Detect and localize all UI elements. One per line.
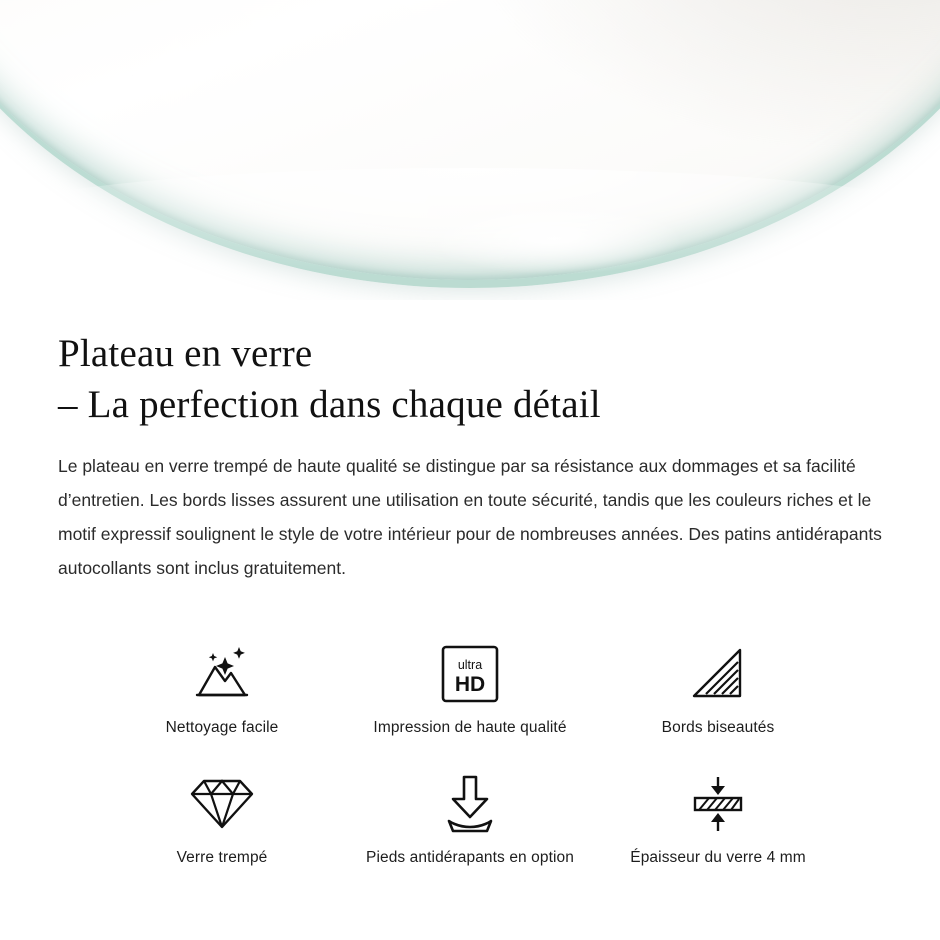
feature-label: Verre trempé xyxy=(176,849,268,867)
thickness-arrows-icon xyxy=(687,771,749,837)
feature-label: Nettoyage facile xyxy=(165,719,279,737)
page-title-line-1: Plateau en verre xyxy=(58,332,313,375)
feature-label: Épaisseur du verre 4 mm xyxy=(630,849,806,867)
diamond-icon xyxy=(190,771,254,837)
page-title xyxy=(58,328,882,431)
svg-text:ultra: ultra xyxy=(457,658,483,673)
feature-label: Pieds antidérapants en option xyxy=(366,849,574,867)
beveled-edge-icon xyxy=(690,641,746,707)
feature-grid xyxy=(58,641,882,867)
svg-text:HD: HD xyxy=(454,673,486,697)
feature-item-antislip-feet xyxy=(346,771,594,867)
feature-item-glass-thickness xyxy=(594,771,842,867)
sparkle-mountain-icon xyxy=(189,641,255,707)
feature-label: Bords biseautés xyxy=(661,719,775,737)
feature-item-tempered-glass xyxy=(98,771,346,867)
content-section xyxy=(0,300,940,867)
hero-image xyxy=(0,0,940,300)
anti-slip-feet-icon xyxy=(441,771,499,837)
feature-item-beveled-edges xyxy=(594,641,842,737)
description-paragraph: Le plateau en verre trempé de haute qualité se distingue par sa résistance aux dommages et sa facilité d’entretien. Les bords lisses assurent une utilisation en toute sécurité, tandis que les couleurs riches et le motif expressif soulignent le style de votre intérieur pour de nombreuses années. Des patins antidérapants autocollants sont inclus gratuitement. xyxy=(58,455,882,579)
page-title-line-2: – La perfection dans chaque détail xyxy=(58,383,601,427)
feature-item-print-quality xyxy=(346,641,594,737)
ultra-hd-icon xyxy=(441,641,499,707)
feature-label: Impression de haute qualité xyxy=(373,719,567,737)
glass-plate-graphic xyxy=(0,0,940,288)
feature-item-easy-cleaning xyxy=(98,641,346,737)
